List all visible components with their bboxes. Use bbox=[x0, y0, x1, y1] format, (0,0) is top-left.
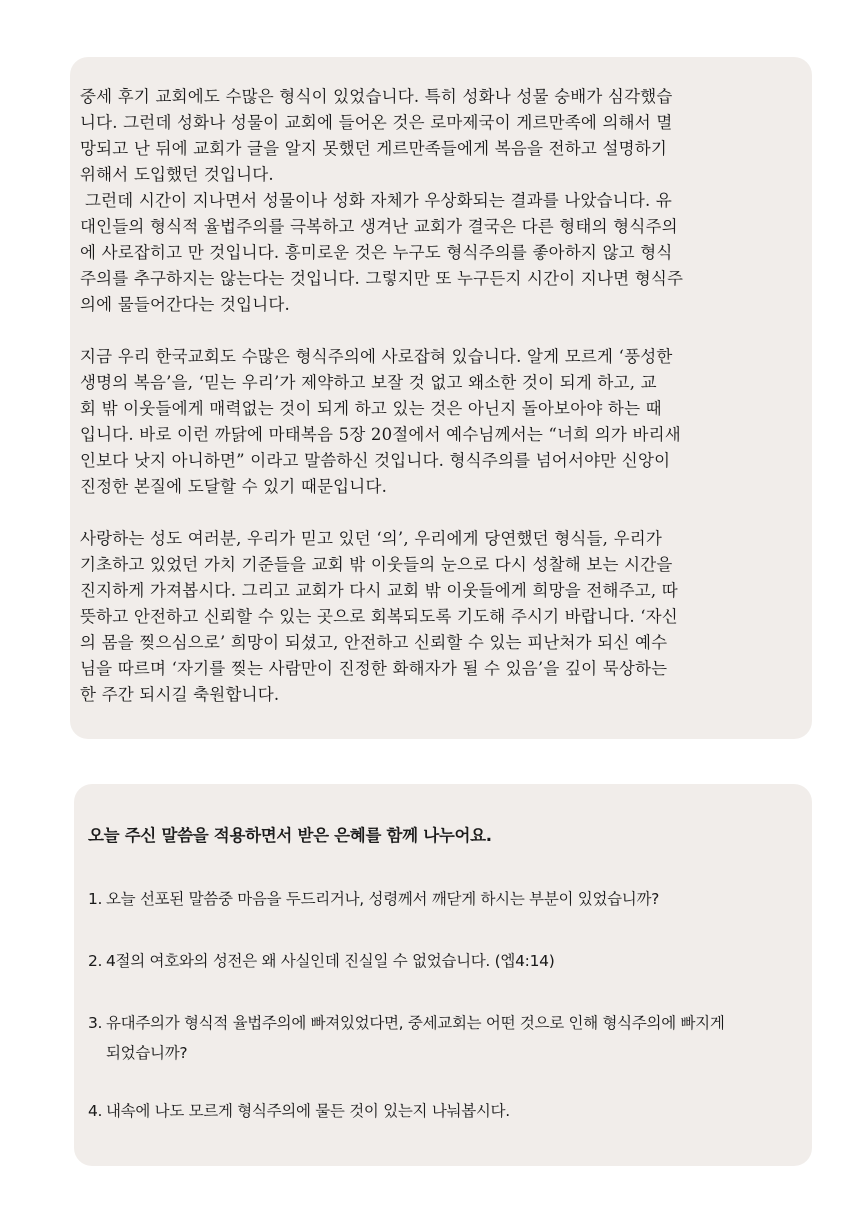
text-line: 대인들의 형식적 율법주의를 극복하고 생겨난 교회가 결국은 다른 형태의 형식주의 bbox=[80, 217, 678, 236]
question-item-3 bbox=[88, 1008, 788, 1068]
text-line: 위해서 도입했던 것입니다. bbox=[80, 165, 274, 184]
text-line: 인보다 낫지 아니하면” 이라고 말씀하신 것입니다. 형식주의를 넘어서야만 신앙이 bbox=[80, 451, 671, 470]
text-line: 에 사로잡히고 만 것입니다. 흥미로운 것은 누구도 형식주의를 좋아하지 않고 형식 bbox=[80, 243, 673, 262]
sermon-paragraph-3 bbox=[80, 526, 802, 708]
text-line: 기초하고 있었던 가치 기준들을 교회 밖 이웃들의 눈으로 다시 성찰해 보는 시간을 bbox=[80, 555, 673, 574]
question-number: 4. bbox=[88, 1102, 103, 1120]
question-text: 오늘 선포된 말씀중 마음을 두드리거나, 성령께서 깨닫게 하시는 부분이 있었습니까? bbox=[106, 890, 660, 908]
text-line: 회 밖 이웃들에게 매력없는 것이 되게 하고 있는 것은 아닌지 돌아보아야 하는 때 bbox=[80, 399, 662, 418]
question-item-2 bbox=[88, 946, 788, 976]
text-line: 생명의 복음’을, ‘믿는 우리’가 제약하고 보잘 것 없고 왜소한 것이 되게 하고, 교 bbox=[80, 373, 657, 392]
text-line: 사랑하는 성도 여러분, 우리가 믿고 있던 ‘의’, 우리에게 당연했던 형식들, 우리가 bbox=[80, 529, 662, 548]
text-line: 지금 우리 한국교회도 수많은 형식주의에 사로잡혀 있습니다. 알게 모르게 ‘풍성한 bbox=[80, 347, 673, 366]
text-line: 님을 따르며 ‘자기를 찢는 사람만이 진정한 화해자가 될 수 있음’을 깊이 묵상하는 bbox=[80, 659, 668, 678]
question-text: 유대주의가 형식적 율법주의에 빠져있었다면, 중세교회는 어떤 것으로 인해 형식주의에 빠지게 bbox=[106, 1014, 725, 1032]
text-line: 주의를 추구하지는 않는다는 것입니다. 그렇지만 또 누구든지 시간이 지나면 형식주 bbox=[80, 269, 684, 288]
text-line: 뜻하고 안전하고 신뢰할 수 있는 곳으로 회복되도록 기도해 주시기 바랍니다. ‘자신 bbox=[80, 607, 678, 626]
text-line: 진정한 본질에 도달할 수 있기 때문입니다. bbox=[80, 477, 388, 496]
question-number: 2. bbox=[88, 952, 103, 970]
sermon-text-card bbox=[70, 57, 812, 739]
question-text: 내속에 나도 모르게 형식주의에 물든 것이 있는지 나눠봅시다. bbox=[106, 1102, 510, 1120]
questions-title: 오늘 주신 말씀을 적용하면서 받은 은혜를 함께 나누어요. bbox=[88, 826, 492, 845]
question-item-1 bbox=[88, 884, 788, 914]
discussion-questions-card bbox=[74, 784, 812, 1166]
text-line: 니다. 그런데 성화나 성물이 교회에 들어온 것은 로마제국이 게르만족에 의해서 멸 bbox=[80, 113, 673, 132]
question-item-4 bbox=[88, 1096, 788, 1126]
sermon-paragraph-1 bbox=[80, 84, 802, 318]
text-line: 한 주간 되시길 축원합니다. bbox=[80, 685, 280, 704]
question-number: 3. bbox=[88, 1014, 103, 1032]
text-line: 망되고 난 뒤에 교회가 글을 알지 못했던 게르만족들에게 복음을 전하고 설명하기 bbox=[80, 139, 668, 158]
question-text: 4절의 여호와의 성전은 왜 사실인데 진실일 수 없었습니다. (엡4:14) bbox=[106, 952, 555, 970]
text-line: 중세 후기 교회에도 수많은 형식이 있었습니다. 특히 성화나 성물 숭배가 심각했습 bbox=[80, 87, 673, 106]
sermon-paragraph-2 bbox=[80, 344, 802, 500]
text-line: 진지하게 가져봅시다. 그리고 교회가 다시 교회 밖 이웃들에게 희망을 전해주고, 따 bbox=[80, 581, 678, 600]
text-line: 그런데 시간이 지나면서 성물이나 성화 자체가 우상화되는 결과를 나았습니다. 유 bbox=[85, 191, 673, 210]
question-number: 1. bbox=[88, 890, 103, 908]
question-text-continued: 되었습니까? bbox=[106, 1044, 188, 1062]
text-line: 의에 물들어간다는 것입니다. bbox=[80, 295, 291, 314]
text-line: 입니다. 바로 이런 까닭에 마태복음 5장 20절에서 예수님께서는 “너희 의가 바리새 bbox=[80, 425, 681, 444]
text-line: 의 몸을 찢으심으로’ 희망이 되셨고, 안전하고 신뢰할 수 있는 피난처가 되신 예수 bbox=[80, 633, 668, 652]
